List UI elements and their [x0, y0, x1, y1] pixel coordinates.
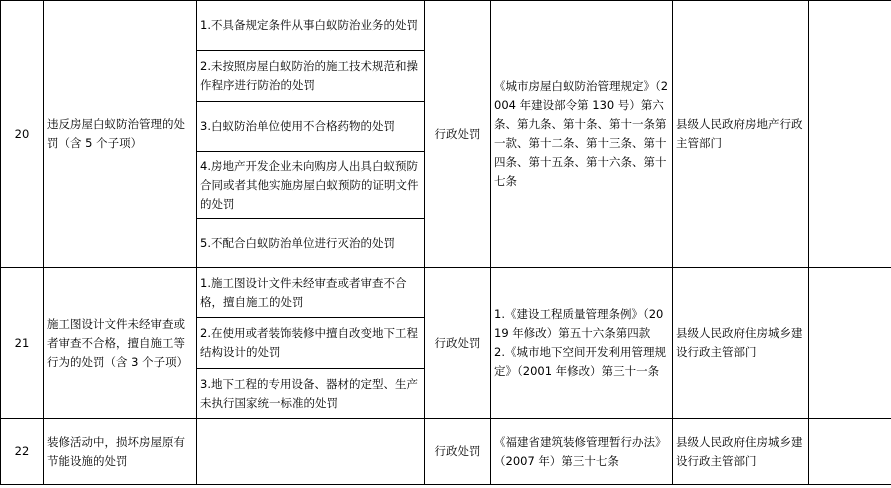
note-cell: [809, 1, 891, 268]
note-cell: [809, 268, 891, 419]
subitem: 1.不具备规定条件从事白蚁防治业务的处罚: [197, 1, 425, 51]
action-type: 行政处罚: [425, 1, 491, 268]
legal-basis: 《福建省建筑装修管理暂行办法》（2007 年）第三十七条: [491, 419, 673, 485]
table-row: [1, 268, 891, 318]
note-cell: [809, 419, 891, 485]
row-number: 20: [1, 1, 44, 268]
action-type: 行政处罚: [425, 268, 491, 419]
table-row: [1, 1, 891, 51]
item-name: 装修活动中，损坏房屋原有节能设施的处罚: [44, 419, 197, 485]
responsible-dept: 县级人民政府房地产行政主管部门: [673, 1, 809, 268]
row-number: 21: [1, 268, 44, 419]
subitem: 3.地下工程的专用设备、器材的定型、生产未执行国家统一标准的处罚: [197, 369, 425, 419]
subitem-empty: [197, 419, 425, 485]
subitem: 4.房地产开发企业未向购房人出具白蚁预防合同或者其他实施房屋白蚁预防的证明文件的处罚: [197, 152, 425, 219]
row-number: 22: [1, 419, 44, 485]
responsible-dept: 县级人民政府住房城乡建设行政主管部门: [673, 268, 809, 419]
responsible-dept: 县级人民政府住房城乡建设行政主管部门: [673, 419, 809, 485]
item-name: 施工图设计文件未经审查或者审查不合格，擅自施工等行为的处罚（含 3 个子项）: [44, 268, 197, 419]
action-type: 行政处罚: [425, 419, 491, 485]
subitem: 2.在使用或者装饰装修中擅自改变地下工程结构设计的处罚: [197, 318, 425, 369]
subitem: 5.不配合白蚁防治单位进行灭治的处罚: [197, 219, 425, 268]
subitem: 3.白蚁防治单位使用不合格药物的处罚: [197, 102, 425, 152]
subitem: 2.未按照房屋白蚁防治的施工技术规范和操作程序进行防治的处罚: [197, 51, 425, 102]
item-name: 违反房屋白蚁防治管理的处罚（含 5 个子项）: [44, 1, 197, 268]
legal-basis: 1.《建设工程质量管理条例》（2019 年修改）第五十六条第四款 2.《城市地下空间开发利用管理规定》（2001 年修改）第三十一条: [491, 268, 673, 419]
legal-basis: 《城市房屋白蚁防治管理规定》（2004 年建设部令第 130 号）第六条、第九条、第十条、第十一条第一款、第十二条、第十三条、第十四条、第十五条、第十六条、第十七条: [491, 1, 673, 268]
table-row: [1, 419, 891, 485]
subitem: 1.施工图设计文件未经审查或者审查不合格，擅自施工的处罚: [197, 268, 425, 318]
